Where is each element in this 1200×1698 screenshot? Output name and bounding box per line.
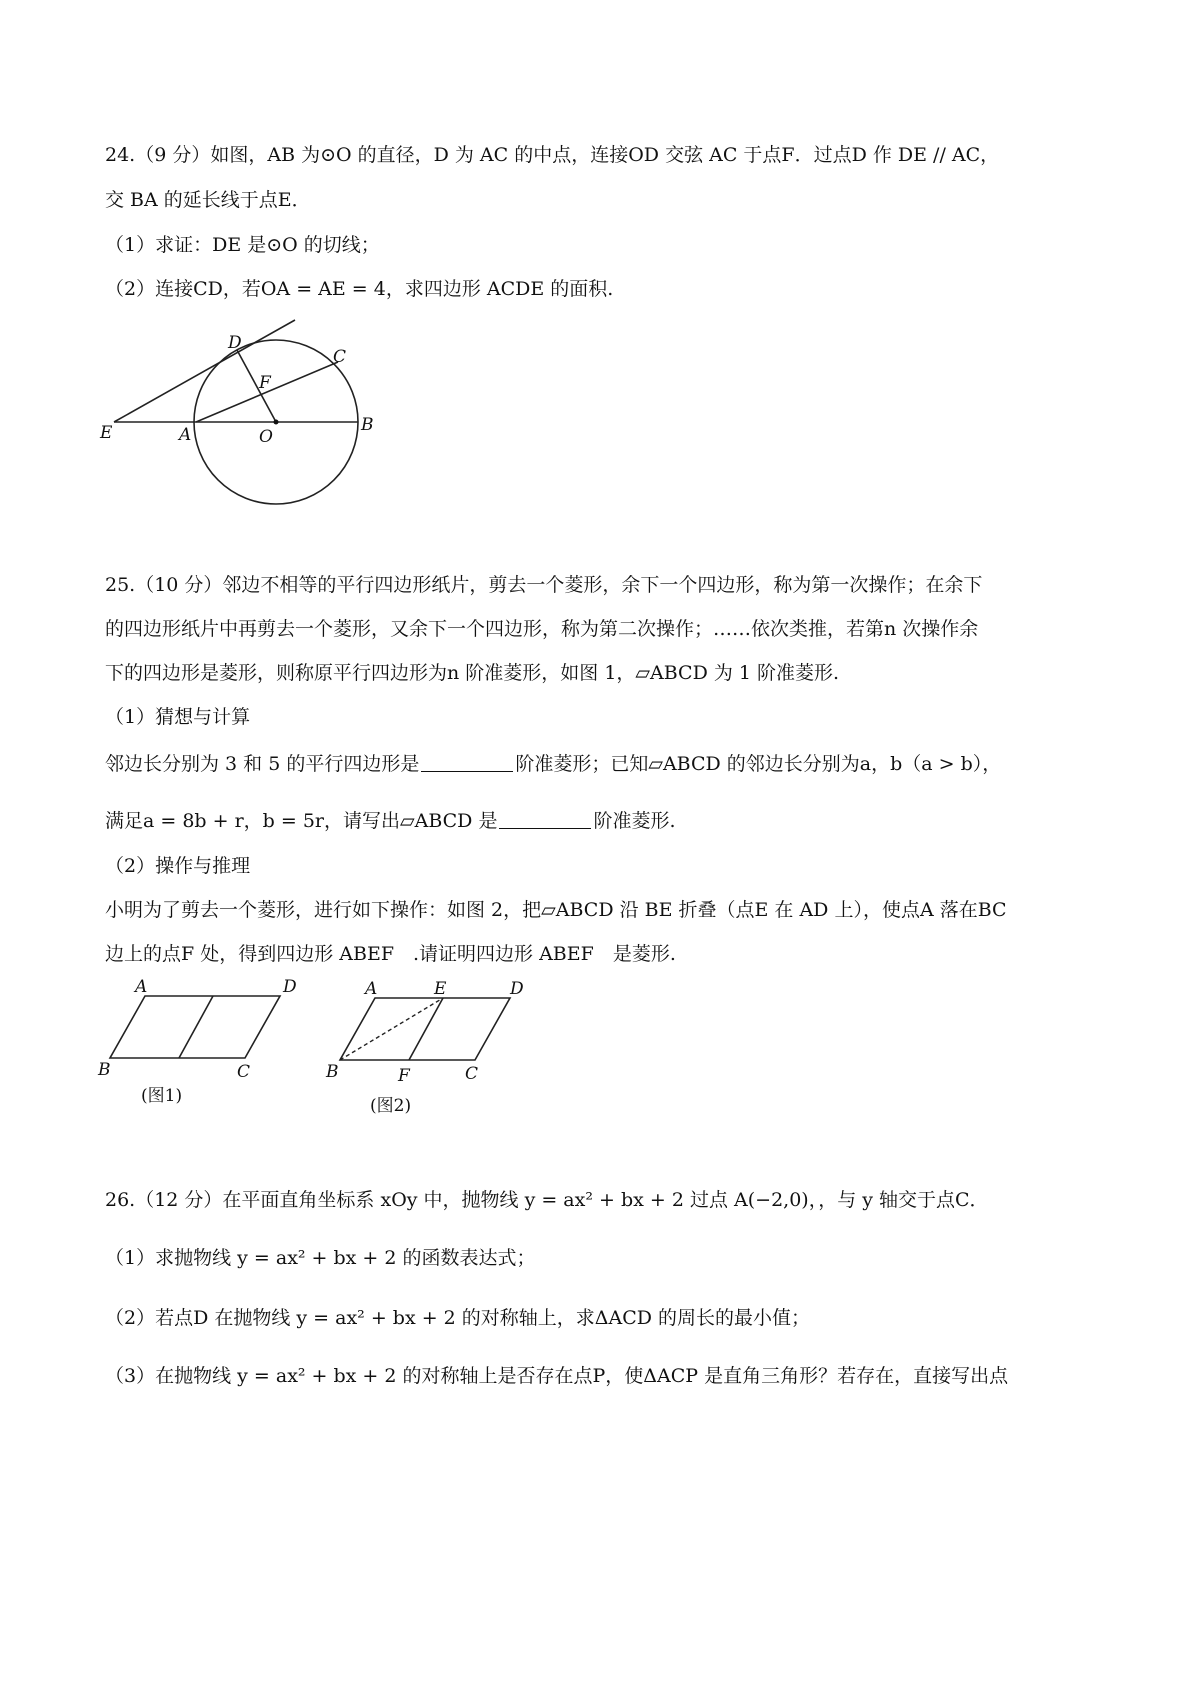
label-b: B xyxy=(361,415,374,435)
q24-part2: （2）连接CD，若OA = AE = 4，求四边形 ACDE 的面积. xyxy=(105,278,614,300)
figure-1 xyxy=(95,978,325,1118)
q25-part1-line1-a: 邻边长分别为 3 和 5 的平行四边形是 xyxy=(105,753,420,775)
figure-2 xyxy=(320,980,540,1120)
fig1-label-d: D xyxy=(283,978,297,997)
q26-part2: （2）若点D 在抛物线 y = ax² + bx + 2 的对称轴上，求ΔACD 的周长的最小值； xyxy=(105,1307,811,1329)
q25-part1-title: （1）猜想与计算 xyxy=(105,706,251,728)
parallelogram-abcd-1 xyxy=(110,996,280,1058)
rhombus-divider-1 xyxy=(179,996,213,1058)
label-a: A xyxy=(179,425,192,445)
fig2-label-e: E xyxy=(434,980,447,999)
label-e: E xyxy=(100,423,113,443)
fig2-label-b: B xyxy=(326,1062,339,1082)
fig2-label-a: A xyxy=(365,980,378,999)
q24-line2: 交 BA 的延长线于点E． xyxy=(105,189,311,211)
q25-line2: 的四边形纸片中再剪去一个菱形，又余下一个四边形，称为第二次操作；……依次类推，若第n 次操作余 xyxy=(105,618,979,640)
fig2-label-c: C xyxy=(465,1064,479,1084)
q25-line1: 25.（10 分）邻边不相等的平行四边形纸片，剪去一个菱形，余下一个四边形，称为第一次操作；在余下 xyxy=(105,574,983,596)
answer-blank-1[interactable] xyxy=(421,751,513,772)
label-o: O xyxy=(259,427,273,447)
q25-part2-line2: 边上的点F 处，得到四边形 ABEF .请证明四边形 ABEF 是菱形. xyxy=(105,943,676,965)
fig1-label-a: A xyxy=(135,978,148,997)
q26-part3: （3）在抛物线 y = ax² + bx + 2 的对称轴上是否存在点P，使ΔACP 是直角三角形？若存在，直接写出点 xyxy=(105,1365,1009,1387)
fig2-label-d: D xyxy=(510,980,524,999)
parallelogram-abcd-2 xyxy=(340,998,510,1060)
fig1-caption: (图1) xyxy=(141,1086,183,1106)
fig1-label-c: C xyxy=(237,1062,251,1082)
q25-part1-line1-b: 阶准菱形；已知▱ABCD 的邻边长分别为a，b（a > b）， xyxy=(515,753,1002,775)
q25-part2-line1: 小明为了剪去一个菱形，进行如下操作：如图 2，把▱ABCD 沿 BE 折叠（点E 在 AD 上），使点A 落在BC xyxy=(105,899,1007,921)
q26-line1: 26.（12 分）在平面直角坐标系 xOy 中，抛物线 y = ax² + bx + 2 过点 A(−2,0)，，与 y 轴交于点C． xyxy=(105,1189,989,1211)
fig1-label-b: B xyxy=(98,1060,111,1080)
q26-part1: （1）求抛物线 y = ax² + bx + 2 的函数表达式； xyxy=(105,1247,536,1269)
point-o xyxy=(274,420,279,425)
label-f: F xyxy=(259,373,271,393)
q24-part1: （1）求证：DE 是⊙O 的切线； xyxy=(105,234,380,256)
q25-line3: 下的四边形是菱形，则称原平行四边形为n 阶准菱形，如图 1，▱ABCD 为 1 阶准菱形. xyxy=(105,662,840,684)
q25-part1-line2-b: 阶准菱形. xyxy=(593,810,676,832)
fig2-label-f: F xyxy=(398,1066,410,1086)
q25-part1-line2-a: 满足a = 8b + r，b = 5r，请写出▱ABCD 是 xyxy=(105,810,498,832)
q24-line1: 24.（9 分）如图，AB 为⊙O 的直径，D 为 AC 的中点，连接OD 交弦 AC 于点F．过点D 作 DE // AC， xyxy=(105,144,1000,166)
q25-part1-line1 xyxy=(105,749,1105,779)
q24-circle-figure xyxy=(95,310,405,510)
fold-line-be xyxy=(340,998,443,1060)
segment-ef xyxy=(409,998,443,1060)
label-d: D xyxy=(228,333,242,353)
fig2-caption: (图2) xyxy=(370,1096,412,1116)
q25-part1-line2 xyxy=(105,806,1105,836)
answer-blank-2[interactable] xyxy=(499,808,591,829)
label-c: C xyxy=(333,347,347,367)
q25-part2-title: （2）操作与推理 xyxy=(105,855,251,877)
